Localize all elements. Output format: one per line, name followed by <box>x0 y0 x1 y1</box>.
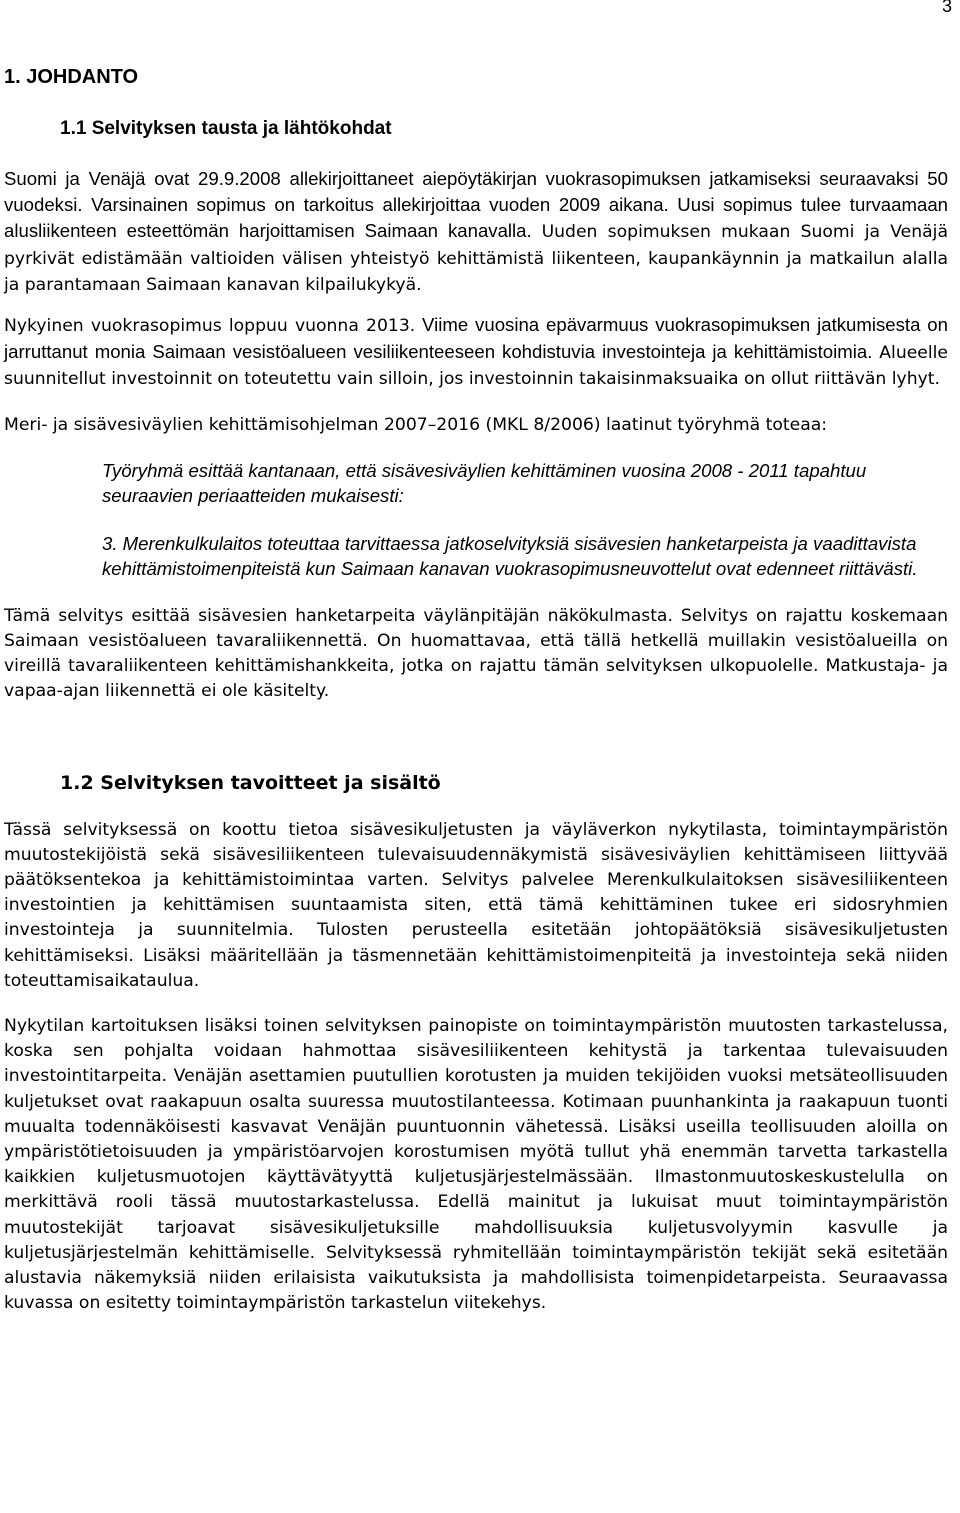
lease-paragraph <box>4 312 948 393</box>
section-heading-1-2: 1.2 Selvityksen tavoitteet ja sisältö <box>60 771 441 794</box>
program-paragraph: Meri- ja sisävesiväylien kehittämisohjelman 2007–2016 (MKL 8/2006) laatinut työryhmä toteaa: <box>4 414 828 435</box>
page-number: 3 <box>941 0 952 16</box>
intro-sentence-verdana: Uuden sopimuksen mukaan Suomi ja Venäjä pyrkivät edistämään valtioiden välisen yhteistyö kehittämistä liikenteen, kaupankäynnin ja matkailun alalla ja parantamaan Saimaan kanavan kilpailukykyä. <box>4 222 948 295</box>
goals-paragraph-2: Nykytilan kartoituksen lisäksi toinen selvityksen painopiste on toimintaympäristön muutosten tarkastelussa, koska sen pohjalta voidaan hahmottaa sisävesiliikenteen kehitystä ja tarkentaa tulevaisuuden investointitarpeita. Venäjän asettamien puutullien korotusten ja muiden tekijöiden vuoksi metsäteollisuuden kuljetukset ovat raakapuun osalta suuressa muutostilanteessa. Kotimaan puunhankinta ja raakapuun tuonti muualta todennäköisesti kasvavat Venäjän puuntuonnin vähetessä. Lisäksi useilla teollisuuden aloilla on ympäristötietoisuuden ja ympäristöarvojen korostumisen myötä tullut yhä enemmän tarvetta tarkastella kaikkien kuljetusmuotojen käyttävätyyttä kuljetusjärjestelmässään. Ilmastonmuutoskeskustelulla on merkittävä rooli tässä muutostarkastelussa. Edellä mainitut ja lukuisat muut toimintaympäristön muutostekijät tarjoavat sisävesikuljetuksille mahdollisuuksia kuljetusvolyymin kasvulle ja kuljetusjärjestelmän kehittämiselle. Selvityksessä ryhmitellään toimintaympäristön tekijät sekä esitetään alustavia näkemyksiä niiden erilaisista vaikutuksista ja mahdollisista toimenpidetarpeista. Seuraavassa kuvassa on esitetty toimintaympäristön tarkastelun viitekehys. <box>4 1016 948 1314</box>
intro-sentence-sans: Suomi ja Venäjä ovat 29.9.2008 allekirjoittaneet aiepöytäkirjan vuokrasopimuksen jatkamiseksi seuraavaksi 50 vuodeksi. Varsinainen sopimus on tarkoitus allekirjoittaa vuoden 2009 aikana. Uusi sopimus tulee turvaamaan alusliikenteen esteettömän harjoittamisen Saimaan kanavalla. <box>4 168 948 242</box>
intro-paragraph <box>4 166 948 298</box>
chapter-heading: 1. JOHDANTO <box>4 66 139 88</box>
quote-block <box>102 458 938 582</box>
quote-paragraph-1: Työryhmä esittää kantanaan, että sisävesiväylien kehittäminen vuosina 2008 - 2011 tapahtuu seuraavien periaatteiden mukaisesti: <box>102 459 867 507</box>
lease-sentence-2: Viime vuosina epävarmuus vuokrasopimuksen jatkumisesta on jarruttanut monia Saimaan vesistöalueen vesiliikenteeseen kohdistuvia investointeja ja kehittämistoimia. <box>4 314 948 363</box>
scope-paragraph: Tämä selvitys esittää sisävesien hanketarpeita väylänpitäjän näkökulmasta. Selvitys on rajattu koskemaan Saimaan vesistöalueen tavaraliikennettä. On huomattavaa, että tällä hetkellä muillakin vesistöalueilla on vireillä tavaraliikenteen kehittämishankkeita, jotka on rajattu tämän selvityksen ulkopuolelle. Matkustaja- ja vapaa-ajan liikennettä ei ole käsitelty. <box>4 605 948 702</box>
quote-paragraph-2: 3. Merenkulkulaitos toteuttaa tarvittaessa jatkoselvityksiä sisävesien hanketarpeista ja vaadittavista kehittämistoimenpiteistä kun Saimaan kanavan vuokrasopimusneuvottelut ovat edenneet riittävästi. <box>102 532 918 580</box>
goals-paragraph-1: Tässä selvityksessä on koottu tietoa sisävesikuljetusten ja väyläverkon nykytilasta, toimintaympäristön muutostekijöistä sekä sisävesiliikenteen tulevaisuudennäkymistä sisävesiväylien kehittämiseen liittyvää päätöksentekoa ja kehittämistoimintaa varten. Selvitys palvelee Merenkulkulaitoksen sisävesiliikenteen investointien ja kehittämisen suuntaamista siten, että tämä kehittäminen tukee eri sidosryhmien investointeja ja suunnitelmia. Tulosten perusteella esitetään johtopäätöksiä sisävesikuljetusten kehittämiseksi. Lisäksi määritellään ja täsmennetään kehittämistoimenpiteitä ja investointeja sekä niiden toteuttamisaikataulua. <box>4 819 948 991</box>
lease-sentence-3: Alueelle suunnitellut investoinnit on toteutettu vain silloin, jos investoinnin takaisinmaksuaika on ollut riittävän lyhyt. <box>4 343 948 390</box>
section-heading-1-1: 1.1 Selvityksen tausta ja lähtökohdat <box>60 118 392 139</box>
lease-sentence-1: Nykyinen vuokrasopimus loppuu vuonna 2013. <box>4 316 416 337</box>
document-body <box>4 66 948 1337</box>
